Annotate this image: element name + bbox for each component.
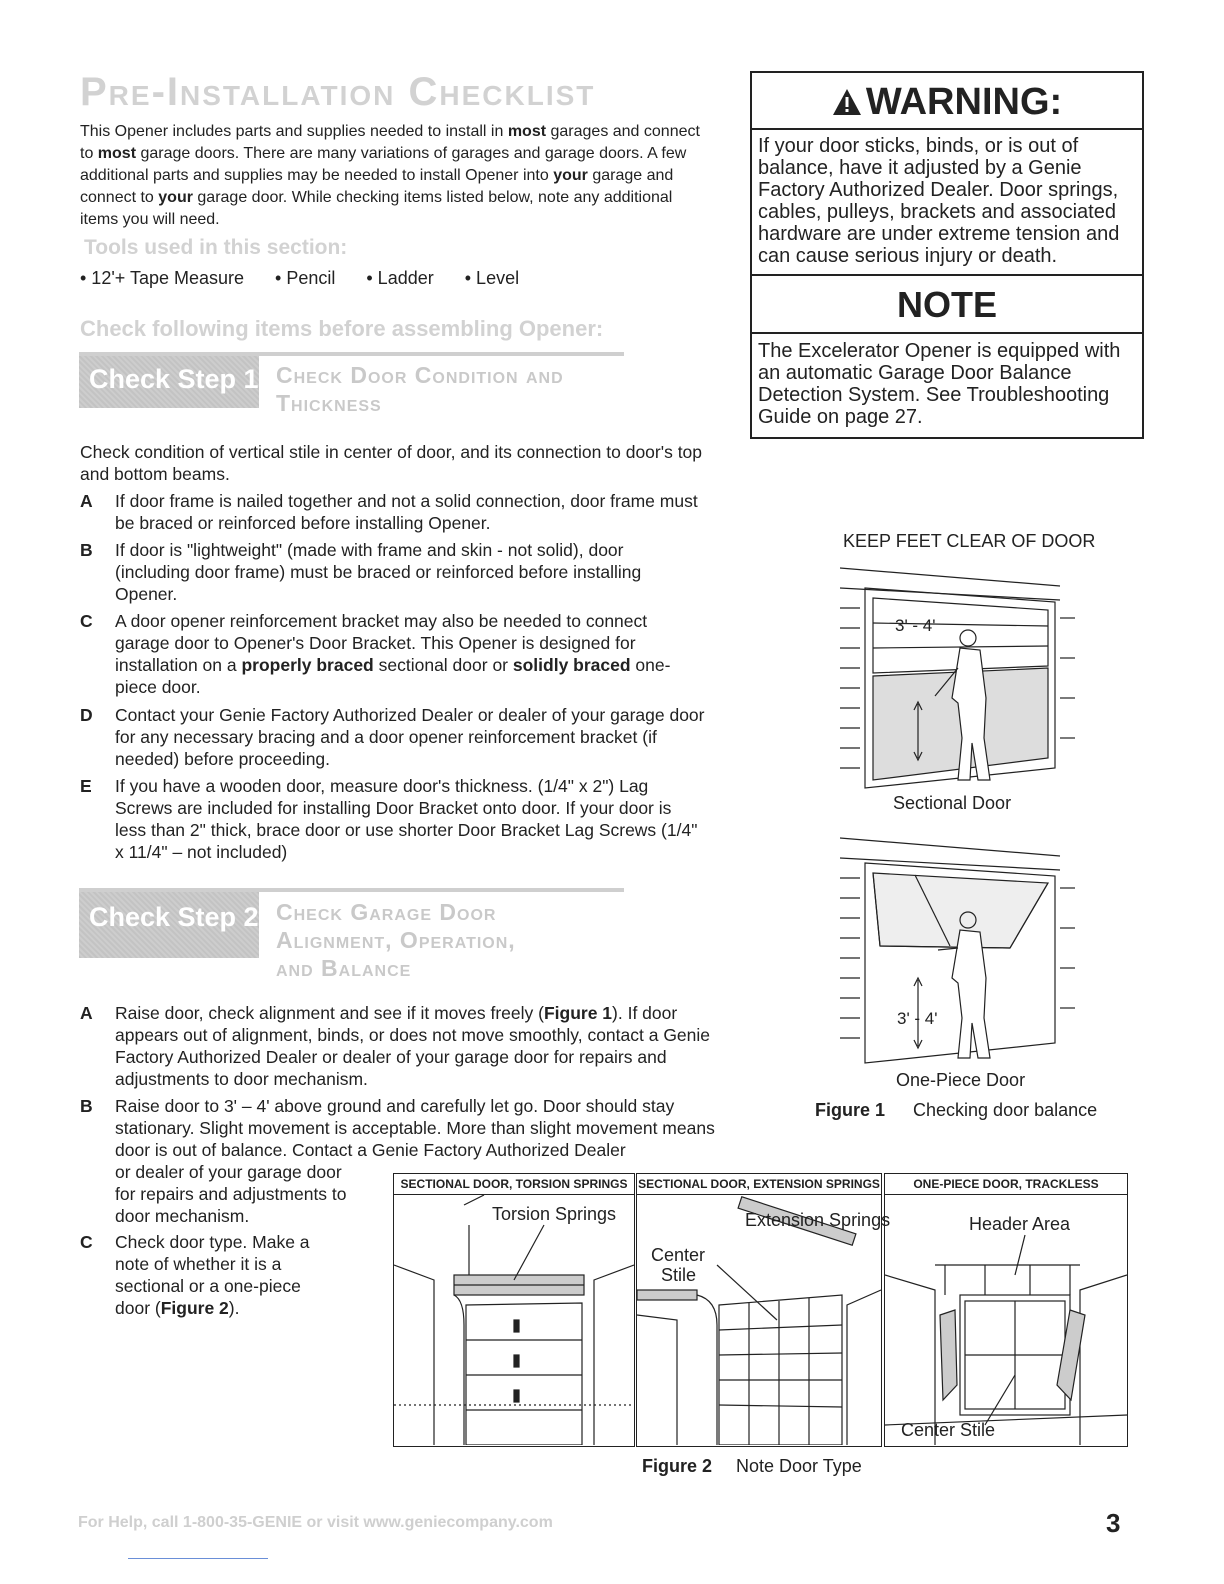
panel-header: ONE-PIECE DOOR, TRACKLESS xyxy=(885,1174,1127,1195)
footer-rule xyxy=(128,1558,268,1559)
sectional-door-label: Sectional Door xyxy=(893,793,1012,813)
sectional-height-label: 3' - 4' xyxy=(895,616,936,635)
step2-item-c: C Check door type. Make a note of whether it is a sectional or a one-piece door (Figure 2). xyxy=(80,1232,310,1318)
tools-heading: Tools used in this section: xyxy=(84,236,348,259)
tools-list xyxy=(80,268,545,289)
warning-box xyxy=(750,71,1144,276)
note-heading: NOTE xyxy=(752,276,1142,334)
one-piece-door-label: One-Piece Door xyxy=(896,1070,1026,1090)
panel-one-piece-trackless xyxy=(884,1173,1128,1447)
figure2-caption: Figure 2 Note Door Type xyxy=(642,1456,862,1476)
one-piece-door-illustration xyxy=(840,828,1075,1073)
extension-springs-label: Extension Springs xyxy=(745,1210,891,1230)
one-piece-height-label: 3' - 4' xyxy=(897,1009,938,1028)
header-area-label: Header Area xyxy=(969,1214,1071,1234)
step2-title: Check Garage Door Alignment, Operation, and Balance xyxy=(276,899,516,981)
footer-help: For Help, call 1-800-35-GENIE or visit www.geniecompany.com xyxy=(78,1514,553,1531)
warning-triangle-icon xyxy=(832,88,862,116)
stile-label: Stile xyxy=(661,1265,697,1285)
keep-feet-clear-label: KEEP FEET CLEAR OF DOOR xyxy=(843,531,1096,551)
torsion-springs-illustration xyxy=(394,1195,634,1445)
tool-item: • 12'+ Tape Measure xyxy=(80,268,245,288)
panel-extension-springs xyxy=(636,1173,891,1447)
page-number: 3 xyxy=(1106,1508,1121,1538)
torsion-springs-label: Torsion Springs xyxy=(492,1204,617,1224)
step1-item-d: D Contact your Genie Factory Authorized Dealer or dealer of your garage door for any necessary bracing and a door opener reinforcement bracket (if needed) before proceeding. xyxy=(80,705,705,769)
center-stile-label: Center Stile xyxy=(901,1420,996,1440)
intro-paragraph: This Opener includes parts and supplies needed to install in most garages and connect to most garage doors. There are many variations of garages and garage doors. A few additional parts and supplies may be needed to install Opener into your garage and connect to your garage door. While checking items listed below, note any additional items you will need. xyxy=(80,123,700,228)
step1-item-c: C A door opener reinforcement bracket may also be needed to connect garage door to Opener's Door Bracket. This Opener is designed for installation on a properly braced sectional door or solidly braced one-piece door. xyxy=(80,611,671,697)
tool-item: • Pencil xyxy=(275,268,336,288)
extension-springs-illustration xyxy=(637,1195,881,1445)
panel-header: SECTIONAL DOOR, TORSION SPRINGS xyxy=(394,1174,634,1195)
center-label: Center xyxy=(651,1245,706,1265)
step2-item-b: B Raise door to 3' – 4' above ground and carefully let go. Door should stay stationary. Slight movement is acceptable. More than slight movement means door is out of balance. Contact a Genie Factory Authorized Dealer or dealer of your garage door for repairs and adjustments to door mechanism. xyxy=(80,1096,715,1226)
tool-item: • Level xyxy=(464,268,520,288)
step1-label: Check Step 1: xyxy=(79,356,259,408)
sectional-door-illustration xyxy=(840,558,1075,798)
step2-label: Check Step 2: xyxy=(79,892,259,958)
step1-item-a: A If door frame is nailed together and not a solid connection, door frame must be braced or reinforced before installing Opener. xyxy=(80,491,698,533)
warning-text: If your door sticks, binds, or is out of balance, have it adjusted by a Genie Factory Authorized Dealer. Door springs, cables, pulleys, brackets and associated hardware are under extreme tension and can cause serious injury or death. xyxy=(758,135,1120,267)
warning-heading: WARNING: xyxy=(752,73,1142,130)
step1-intro: Check condition of vertical stile in center of door, and its connection to door's top and bottom beams. xyxy=(80,442,703,484)
step1-item-e: E If you have a wooden door, measure door's thickness. (1/4" x 2") Lag Screws are included for installing Door Bracket onto door. If your door is less than 2" thick, brace door or use shorter Door Bracket Lag Screws (1/4" x 11/4" – not included) xyxy=(80,776,698,862)
panel-header: SECTIONAL DOOR, EXTENSION SPRINGS xyxy=(637,1174,881,1195)
note-text: The Excelerator Opener is equipped with an automatic Garage Door Balance Detection System. See Troubleshooting Guide on page 27. xyxy=(758,340,1121,428)
check-heading: Check following items before assembling Opener: xyxy=(80,316,604,341)
note-box xyxy=(750,274,1144,439)
page-title: Pre-Installation Checklist xyxy=(80,70,596,114)
figure1-caption: Figure 1 Checking door balance xyxy=(815,1100,1098,1120)
step2-item-a: A Raise door, check alignment and see if it moves freely (Figure 1). If door appears out of alignment, binds, or does not move smoothly, contact a Genie Factory Authorized Dealer or dealer of your garage door for repairs and adjustments to door mechanism. xyxy=(80,1003,711,1089)
tool-item: • Ladder xyxy=(366,268,434,288)
panel-torsion-springs xyxy=(393,1173,635,1447)
step1-item-b: B If door is "lightweight" (made with frame and skin - not solid), door (including door frame) must be braced or reinforced before installing Opener. xyxy=(80,540,642,604)
step1-title: Check Door Condition and Thickness xyxy=(276,362,564,416)
